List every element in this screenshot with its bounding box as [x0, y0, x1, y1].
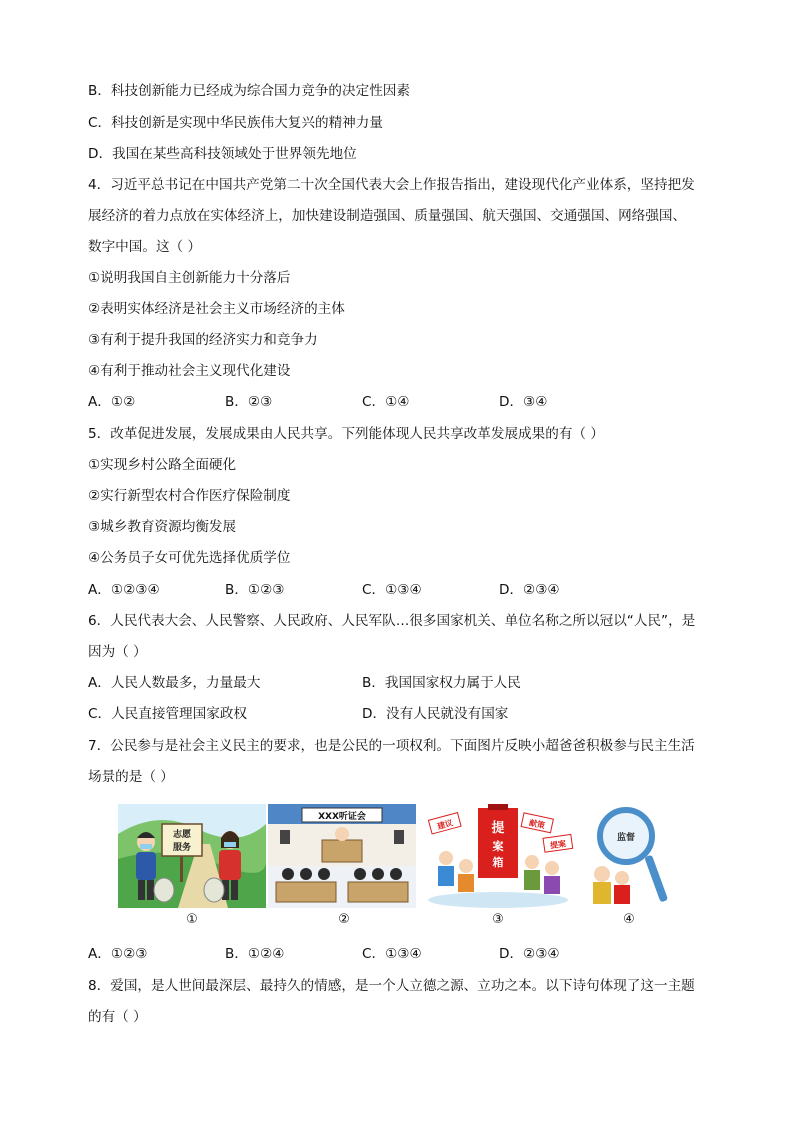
q6-option-b: B．我国国家权力属于人民: [362, 675, 521, 691]
q3-option-c: C．科技创新是实现中华民族伟大复兴的精神力量: [88, 115, 383, 131]
q6-option-a: A．人民人数最多，力量最大: [88, 675, 261, 691]
picture-label-3: ③: [492, 912, 504, 927]
q4-stem-line3: 数字中国。这（ ）: [88, 239, 202, 255]
sign-text-line2: 服务: [172, 843, 192, 853]
q5-item-4: ④公务员子女可优先选择优质学位: [88, 550, 291, 566]
q5-item-2: ②实行新型农村合作医疗保险制度: [88, 488, 291, 504]
tag-advice: 献策: [528, 818, 546, 831]
q5-option-d: D．②③④: [499, 582, 560, 598]
q6-stem-line2: 因为（ ）: [88, 644, 147, 660]
q4-stem-line2: 展经济的着力点放在实体经济上，加快建设制造强国、质量强国、航天强国、交通强国、网络强国、: [88, 208, 687, 224]
q4-item-4: ④有利于推动社会主义现代化建设: [88, 363, 291, 379]
volunteer-illustration: [118, 804, 266, 908]
q4-option-c: C．①④: [362, 394, 410, 410]
lens-text: 监督: [616, 833, 636, 843]
picture-label-2: ②: [338, 912, 350, 927]
q4-item-1: ①说明我国自主创新能力十分落后: [88, 270, 291, 286]
q4-item-3: ③有利于提升我国的经济实力和竞争力: [88, 332, 318, 348]
picture-supervision: [584, 804, 678, 908]
q8-stem-line2: 的有（ ）: [88, 1009, 147, 1025]
tag-suggestion: 建议: [436, 818, 455, 832]
q4-option-a: A．①②: [88, 394, 136, 410]
box-text-3: 箱: [492, 856, 504, 869]
proposal-box-illustration: [422, 804, 574, 908]
q5-item-1: ①实现乡村公路全面硬化: [88, 457, 237, 473]
q7-stem-line2: 场景的是（ ）: [88, 769, 174, 785]
q6-option-c: C．人民直接管理国家政权: [88, 706, 248, 722]
q5-option-a: A．①②③④: [88, 582, 160, 598]
q8-stem-line1: 8．爱国，是人世间最深层、最持久的情感，是一个人立德之源、立功之本。以下诗句体现了这一主题: [88, 978, 695, 994]
q4-option-b: B．②③: [225, 394, 273, 410]
hearing-banner-text: XXX听证会: [318, 812, 366, 822]
q3-option-b: B．科技创新能力已经成为综合国力竞争的决定性因素: [88, 83, 410, 99]
q7-picture-row: [118, 804, 678, 932]
picture-label-4: ④: [623, 912, 635, 927]
q5-option-b: B．①②③: [225, 582, 285, 598]
picture-volunteer-service: [118, 804, 266, 908]
q7-option-d: D．②③④: [499, 946, 560, 962]
picture-proposal-box: [422, 804, 574, 908]
q7-stem-line1: 7．公民参与是社会主义民主的要求，也是公民的一项权利。下面图片反映小超爸爸积极参与民主生活: [88, 738, 695, 754]
q4-option-d: D．③④: [499, 394, 548, 410]
supervision-illustration: [584, 804, 678, 908]
q4-item-2: ②表明实体经济是社会主义市场经济的主体: [88, 301, 345, 317]
q7-option-b: B．①②④: [225, 946, 285, 962]
q5-item-3: ③城乡教育资源均衡发展: [88, 519, 237, 535]
picture-hearing: [268, 804, 416, 908]
q6-stem-line1: 6．人民代表大会、人民警察、人民政府、人民军队…很多国家机关、单位名称之所以冠以“人民”，是: [88, 613, 696, 629]
q6-option-d: D．没有人民就没有国家: [362, 706, 509, 722]
q7-option-c: C．①③④: [362, 946, 422, 962]
tag-proposal: 提案: [549, 839, 567, 851]
q5-option-c: C．①③④: [362, 582, 422, 598]
q4-stem-line1: 4．习近平总书记在中国共产党第二十次全国代表大会上作报告指出，建设现代化产业体系，坚持把发: [88, 177, 695, 193]
q3-option-d: D．我国在某些高科技领域处于世界领先地位: [88, 146, 357, 162]
sign-text-line1: 志愿: [172, 830, 192, 840]
picture-label-1: ①: [186, 912, 198, 927]
box-text-2: 案: [492, 840, 504, 853]
q5-stem: 5．改革促进发展，发展成果由人民共享。下列能体现人民共享改革发展成果的有（ ）: [88, 426, 604, 442]
q7-option-a: A．①②③: [88, 946, 148, 962]
hearing-illustration: [268, 804, 416, 908]
box-text-1: 提: [491, 821, 505, 836]
